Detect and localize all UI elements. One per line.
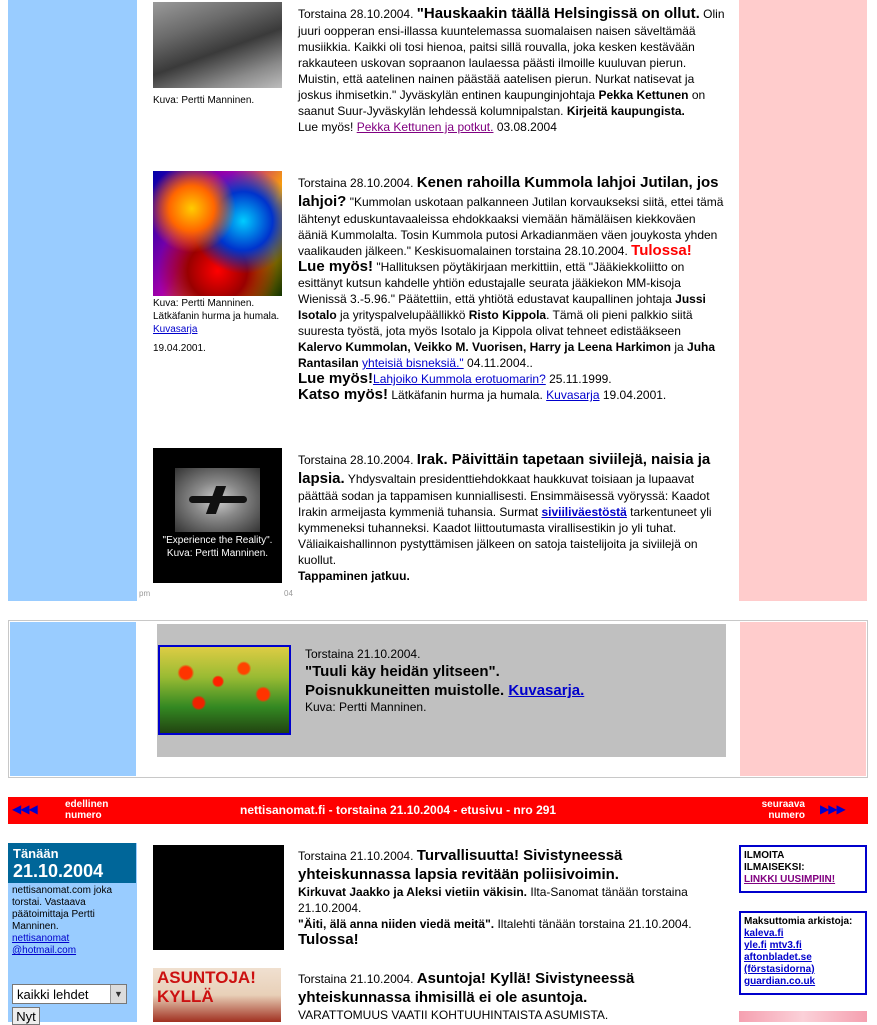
sidebar-info: nettisanomat.com joka torstai. Vastaava päätoimittaja Pertti Manninen. nettisanomat @hotmail.com xyxy=(12,885,113,956)
archive-link-mtv3[interactable]: mtv3.fi xyxy=(769,940,802,951)
plane-photo xyxy=(153,448,282,583)
archive-link-forstasidorna[interactable]: (förstasidorna) xyxy=(744,964,815,975)
left-blue-column xyxy=(8,0,137,601)
article-kummola: Torstaina 28.10.2004. Kenen rahoilla Kummola lahjoi Jutilan, jos lahjoi? "Kummolan uskotaan palkanneen Jutilan korvaukseksi siitä, ettei tämä lähtenyt eduskuntavaaleissa ehdokkaaksi viemään hämäläisen kiekkoväen ääniä Kummolalta. Tosin Kummola putosi Arkadianmäen väen jouykosta yhden vaalikauden jälkeen." Keskisuomalainen torstaina 28.10.2004. Tulossa! Lue myös! "Hallituksen pöytäkirjaan merkittiin, että "Jääkiekkoliitto on esittänyt kutsun kahdelle yhtiön edustajalle seurata jääkiekon MM-kisoja Wienissä 3.-5.96." Päätettiin, että yhtiötä edustavat kaupallinen johtaja Jussi Isotalo ja yrityspalvelupäällikkö Risto Kippola. Tämä oli pieni palkkio siitä suuresta työstä, jota myös Isotalo ja Kippola olivat tehneet edistääkseen Kalervo Kummolan, Veikko M. Vuorisen, Harry ja Leena Harkimon ja Juha Rantasilan yhteisiä bisneksiä." 04.11.2004.. Lue myös!Lahjoiko Kummola erotuomarin? 25.11.1999. Katso myös! Lätkäfanin hurma ja humala. Kuvasarja 19.04.2001. xyxy=(298,174,724,403)
see-also-link[interactable]: Pekka Kettunen ja potkut. xyxy=(356,120,494,134)
email-link[interactable]: nettisanomat @hotmail.com xyxy=(12,933,77,956)
erotuomari-link[interactable]: Lahjoiko Kummola erotuomarin? xyxy=(373,372,546,386)
prev-issue-link[interactable]: edellinen numero xyxy=(65,799,109,821)
caption-kuvasarja-link[interactable]: Kuvasarja xyxy=(153,324,198,335)
banner-kuvasarja-link[interactable]: Kuvasarja. xyxy=(508,682,585,699)
article-headline: Kenen rahoilla Kummola lahjoi Jutilan, jos lahjoi? xyxy=(298,174,719,210)
today-date: 21.10.2004 xyxy=(13,861,104,881)
top-articles-section: Kuva: Pertti Manninen. Torstaina 28.10.2004. "Hauskaakin täällä Helsingissä on ollut. Olin juuri oopperan ensi-illassa kuuntelemassa suomalaisen naisen säveltämää musiikkia. Kaikki oli tosi hienoa, paitsi sillä rouvalla, joka kesken kestävään rakkauteen uskovan sopraanon laulaessa päästi ilmoille kuuluvan pierun. Muistin, että aatelinen nainen päästää aatelisen pierun. Nurkat natisevat ja joskus ihmisetkin." Jyväskylän entinen kaupunginjohtaja Pekka Kettunen on saanut Suur-Jyväskylän lehdessä kolumnipalstan. Kirjeitä kaupungista. Lue myös! Pekka Kettunen ja potkut. 03.08.2004 Kuva: Pertti Manninen. Lätkäfanin hurma ja humala. Kuvasarja 19.04.2001. Torstaina 28.10.2004. Kenen rahoilla Kummola lahjoi Jutilan, jos lahjoi? "Kummolan uskotaan palkanneen Jutilan korvaukseksi siitä, ettei tämä lähtenyt eduskuntavaaleissa ehdokkaaksi viemään hämäläisen kiekkoväen ääniä Kummolalta. Tosin Kummola putosi Arkadianmäen väen jouykosta yhden vaalikauden jälkeen." Keskisuomalainen torstaina 28.10.2004. Tulossa! Lue myös! "Hallituksen pöytäkirjaan merkittiin, että "Jääkiekkoliitto on esittänyt kutsun kahdelle yhtiön edustajalle seurata jääkiekon MM-kisoja Wienissä 3.-5.96." Päätettiin, että yhtiötä edustavat kaupallinen johtaja Jussi Isotalo ja yrityspalvelupäällikkö Risto Kippola. Tämä oli pieni palkkio siitä suuresta työstä, jota myös Isotalo ja Kippola olivat tehneet edistääkseen Kalervo Kummolan, Veikko M. Vuorisen, Harry ja Leena Harkimon ja Juha Rantasilan yhteisiä bisneksiä." 04.11.2004.. Lue myös!Lahjoiko Kummola erotuomarin? 25.11.1999. Katso myös! Lätkäfanin hurma ja humala. Kuvasarja 19.04.2001. "Experience the Reality". Kuva: Pertti Manninen. Torstaina 28.10.2004. Irak. Päivittäin tapetaan siviilejä, naisia ja lapsia. Yhdysvaltain presidenttiehdokkaat haukkuvat toisiaan ja lupaavat päättää sodan ja tappamisen kunniallisesti. Ensimmäisessä vyöryssä: Kaadot Irakin armeijasta kymmeniä tuhansia. Surmat siviiliväestöstä tarkentuneet yli kymmeneksi tuhanneksi. Kaadot liittoutumasta virallisestikin jo yli tuhat. Väliaikaishallinnon pystyttämisen jälkeen on satoja taistelijoita ja siviilejä on kuollut. Tappaminen jatkuu. pm 04 xyxy=(0,0,877,601)
photo-caption: Kuva: Pertti Manninen. Lätkäfanin hurma ja humala. Kuvasarja 19.04.2001. xyxy=(153,298,280,354)
pink-image-strip xyxy=(739,1011,867,1022)
next-issue-link[interactable]: seuraava numero xyxy=(761,799,805,821)
issue-nav-bar xyxy=(8,797,868,824)
kuvasarja-link[interactable]: Kuvasarja xyxy=(546,388,600,402)
right-pink-column xyxy=(739,0,867,601)
chevron-down-icon: ▼ xyxy=(110,985,126,1003)
black-image xyxy=(153,845,284,950)
archive-link-kaleva[interactable]: kaleva.fi xyxy=(744,928,784,939)
next-arrows-icon[interactable]: ▶▶▶ xyxy=(820,802,845,816)
street-photo xyxy=(153,2,282,88)
article-headline: Irak. Päivittäin tapetaan siviilejä, naisia ja lapsia. xyxy=(298,451,711,487)
article-headline: Turvallisuutta! Sivistyneessä yhteiskunnassa lapsia revitään poliisivoimin. xyxy=(298,847,623,883)
archive-link-yle[interactable]: yle.fi xyxy=(744,940,767,951)
hockey-fan-photo xyxy=(153,171,282,296)
ad-box: ILMOITA ILMAISEKSI: LINKKI UUSIMPIIN! xyxy=(739,845,867,893)
article-irak: Torstaina 28.10.2004. Irak. Päivittäin tapetaan siviilejä, naisia ja lapsia. Yhdysvaltain presidenttiehdokkaat haukkuvat toisiaan ja lupaavat päättää sodan ja tappamisen kunniallisesti. Ensimmäisessä vyöryssä: Kaadot Irakin armeijasta kymmeniä tuhansia. Surmat siviiliväestöstä tarkentuneet yli kymmeneksi tuhanneksi. Kaadot liittoutumasta virallisestikin jo yli tuhat. Väliaikaishallinnon pystyttämisen jälkeen on satoja taistelijoita ja siviilejä on kuollut. Tappaminen jatkuu. xyxy=(298,451,712,583)
issue-title: nettisanomat.fi - torstaina 21.10.2004 - etusivu - nro 291 xyxy=(240,803,557,817)
today-box: Tänään 21.10.2004 xyxy=(8,843,136,883)
archive-link-aftonbladet[interactable]: aftonbladet.se xyxy=(744,952,812,963)
plane-image xyxy=(175,468,260,532)
article-asuntoja: Torstaina 21.10.2004. Asuntoja! Kyllä! Sivistyneessä yhteiskunnassa ihmisillä ei ole asuntoja. VARATTOMUUS VAATII KOHTUUHINTAISTA ASUMISTA. xyxy=(298,970,635,1022)
tulossa-label: Tulossa! xyxy=(631,242,692,259)
archives-box: Maksuttomia arkistoja: kaleva.fi yle.fi mtv3.fi aftonbladet.se (förstasidorna) guardian.co.uk xyxy=(739,911,867,995)
person-name: Pekka Kettunen xyxy=(598,88,689,102)
tulip-photo[interactable] xyxy=(158,645,291,735)
article-headline: "Hauskaakin täällä Helsingissä on ollut. xyxy=(416,5,700,22)
photo-caption: Kuva: Pertti Manninen. xyxy=(153,95,255,106)
article-kettunen: Torstaina 28.10.2004. "Hauskaakin täällä Helsingissä on ollut. Olin juuri oopperan ensi-illassa kuuntelemassa suomalaisen naisen säveltämää musiikkia. Kaikki oli tosi hienoa, paitsi sillä rouvalla, joka kesken kestävään rakkauteen uskovan sopraanon laulaessa päästi ilmoille kuuluvan pierun. Muistin, että aatelinen nainen päästää aatelisen pierun. Nurkat natisevat ja joskus ihmisetkin." Jyväskylän entinen kaupunginjohtaja Pekka Kettunen on saanut Suur-Jyväskylän lehdessä kolumnipalstan. Kirjeitä kaupungista. Lue myös! Pekka Kettunen ja potkut. 03.08.2004 xyxy=(298,5,725,134)
article-headline: Asuntoja! Kyllä! Sivistyneessä yhteiskunnassa ihmisillä ei ole asuntoja. xyxy=(298,970,635,1006)
siviilivaesto-link[interactable]: siviiliväestöstä xyxy=(541,505,627,519)
archive-link-guardian[interactable]: guardian.co.uk xyxy=(744,976,816,987)
banner-text: Torstaina 21.10.2004. "Tuuli käy heidän ylitseen". Poisnukkuneitten muistolle. Kuvasarja. Kuva: Pertti Manninen. xyxy=(305,647,585,714)
current-issue-section xyxy=(0,843,877,1022)
newest-link[interactable]: LINKKI UUSIMPIIN! xyxy=(744,874,836,885)
article-body: Olin juuri oopperan ensi-illassa kuuntelemassa suomalaisen naisen säveltämää musiikkia. Kaikki oli tosi hienoa, paitsi sillä rouvalla, joka kesken kestävään rakkauteen uskovan sopraanon laulaessa päästi ilmoille kuuluvan pierun. Muistin, että aatelinen nainen päästää aatelisen pierun. Nurkat natisevat ja joskus ihmisetkin." Jyväskylän entinen kaupunginjohtaja xyxy=(298,7,725,102)
housing-poster: ASUNTOJA! KYLLÄ xyxy=(153,968,281,1022)
paper-select[interactable]: kaikki lehdet ▼ xyxy=(12,984,127,1004)
article-turvallisuutta: Torstaina 21.10.2004. Turvallisuutta! Sivistyneessä yhteiskunnassa lapsia revitään poliisivoimin. Kirkuvat Jaakko ja Aleksi vietiin väkisin. Ilta-Sanomat tänään torstaina 21.10.2004. "Äiti, älä anna niiden viedä meitä". Iltalehti tänään torstaina 21.10.2004. Tulossa! xyxy=(298,847,692,948)
article-date: Torstaina 28.10.2004. xyxy=(298,7,414,21)
prev-arrows-icon[interactable]: ◀◀◀ xyxy=(12,802,37,816)
bisneksia-link[interactable]: yhteisiä bisneksiä." xyxy=(362,356,464,370)
photo-caption: "Experience the Reality". Kuva: Pertti Manninen. xyxy=(162,535,273,559)
go-button[interactable]: Nyt xyxy=(12,1007,40,1025)
memorial-banner xyxy=(8,620,868,778)
